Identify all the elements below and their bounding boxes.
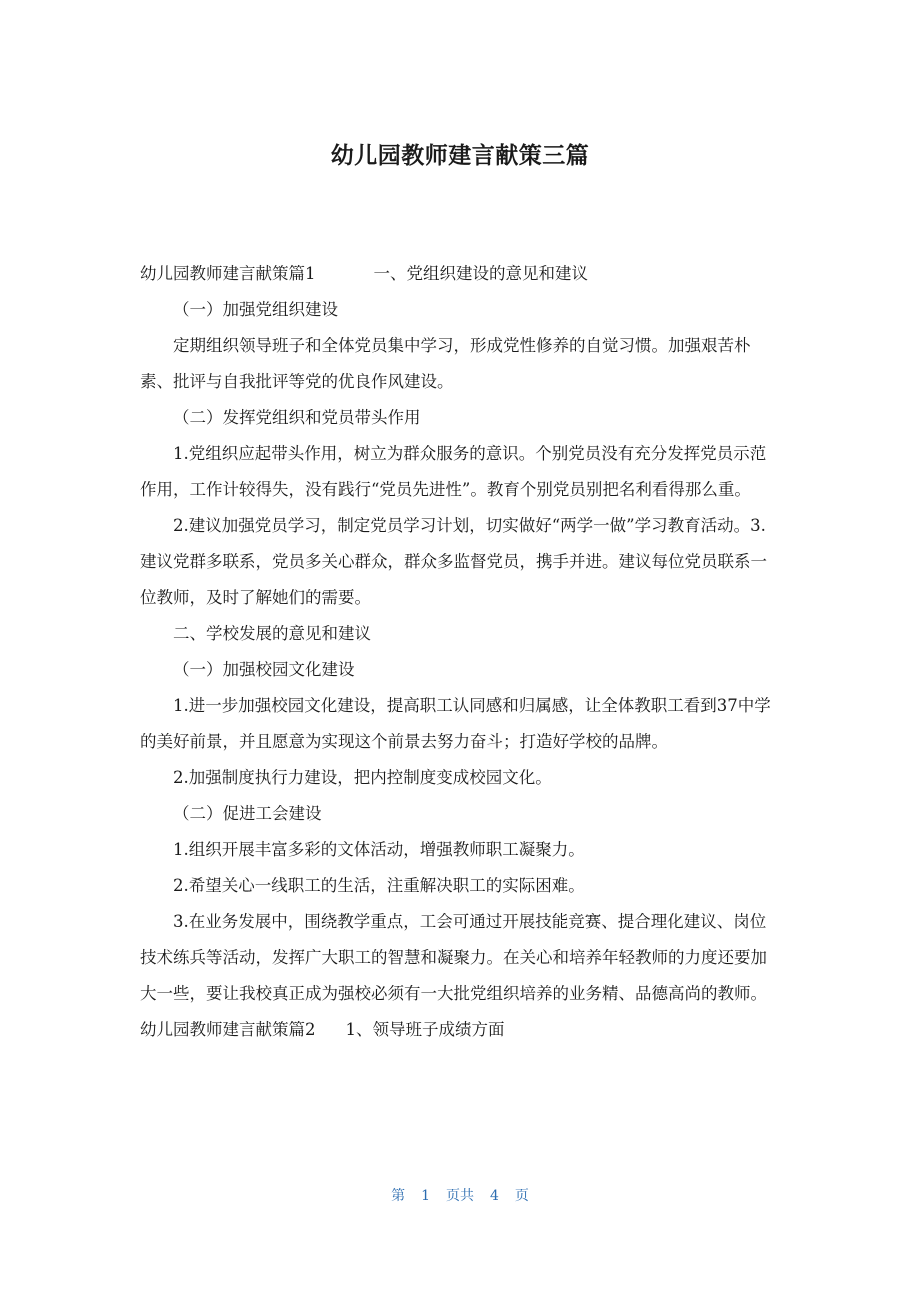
footer-page-number: 1 [421,1188,430,1204]
paragraph-heading: （二）促进工会建设 [173,804,322,823]
page-title: 幼儿园教师建言献策三篇 [330,143,590,169]
section-heading: 二、学校发展的意见和建议 [173,624,371,643]
paragraph-heading: （一）加强校园文化建设 [173,660,355,679]
section-2-subheading: 1、领导班子成绩方面 [345,1020,505,1039]
footer-suffix: 页 [514,1188,529,1204]
footer-middle: 页共 [446,1188,474,1204]
paragraph: 1.进一步加强校园文化建设，提高职工认同感和归属感，让全体教职工看到37中学的美好前景，并且愿意为实现这个前景去努力奋斗；打造好学校的品牌。 [140,696,771,751]
section-2-heading-line [140,1012,780,1048]
paragraph: 2.加强制度执行力建设，把内控制度变成校园文化。 [173,768,552,787]
section-1-heading: 幼儿园教师建言献策篇1 [140,264,316,283]
paragraph: 2.希望关心一线职工的生活，注重解决职工的实际困难。 [173,876,585,895]
paragraph-heading: （二）发挥党组织和党员带头作用 [173,408,421,427]
paragraph: 3.在业务发展中，围绕教学重点，工会可通过开展技能竞赛、提合理化建议、岗位技术练兵等活动，发挥广大职工的智慧和凝聚力。在关心和培养年轻教师的力度还要加大一些，要让我校真正成为强校必须有一大批党组织培养的业务精、品德高尚的教师。 [140,912,767,1003]
footer-prefix: 第 [391,1188,406,1204]
paragraph: 2.建议加强党员学习，制定党员学习计划，切实做好“两学一做”学习教育活动。3.建议党群多联系，党员多关心群众，群众多监督党员，携手并进。建议每位党员联系一位教师，及时了解她们的需要。 [140,516,767,607]
footer-total-pages: 4 [490,1188,499,1204]
paragraph: 1.党组织应起带头作用，树立为群众服务的意识。个别党员没有充分发挥党员示范作用，工作计较得失，没有践行“党员先进性”。教育个别党员别把名利看得那么重。 [140,444,767,499]
document-body [140,256,780,1048]
section-1-heading-line [140,256,780,292]
paragraph: 1.组织开展丰富多彩的文体活动，增强教师职工凝聚力。 [173,840,585,859]
page-footer [0,1184,920,1208]
section-2-heading: 幼儿园教师建言献策篇2 [140,1020,316,1039]
section-1-subheading: 一、党组织建设的意见和建议 [373,264,588,283]
paragraph: 定期组织领导班子和全体党员集中学习，形成党性修养的自觉习惯。加强艰苦朴素、批评与自我批评等党的优良作风建设。 [140,336,751,391]
paragraph-heading: （一）加强党组织建设 [173,300,338,319]
